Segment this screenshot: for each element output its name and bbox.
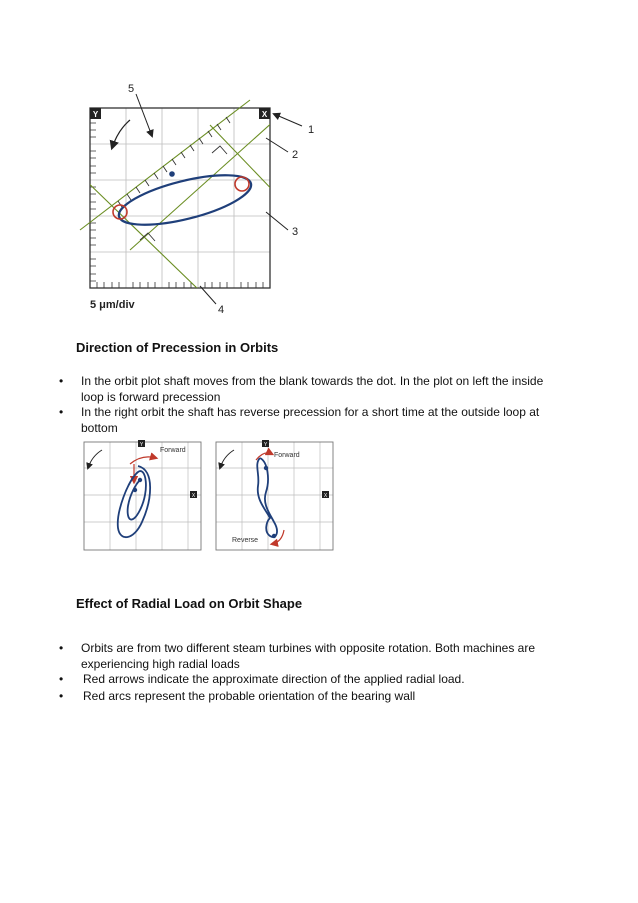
orbit-figure-1 <box>70 80 340 320</box>
bullet-text: Red arrows indicate the approximate direction of the applied radial load. <box>83 672 465 686</box>
callout-4: 4 <box>218 304 225 316</box>
section-heading-precession: Direction of Precession in Orbits <box>76 340 279 355</box>
orbit-figure-2-left <box>80 440 205 552</box>
forward-label: Forward <box>274 452 300 459</box>
plot-frame <box>90 108 270 288</box>
list-item <box>59 671 559 687</box>
forward-label: Forward <box>160 447 186 454</box>
orbit-path-left <box>118 466 150 537</box>
callout-1: 1 <box>308 124 315 136</box>
callout-5: 5 <box>128 83 135 95</box>
bullet-text: In the orbit plot shaft moves from the blank towards the dot. In the plot on left the inside loop is forward precession <box>81 374 544 404</box>
plot-grid <box>90 108 270 288</box>
bullet-marker: • <box>59 405 64 419</box>
section-heading-radial-load: Effect of Radial Load on Orbit Shape <box>76 596 303 611</box>
bullet-text: In the right orbit the shaft has reverse precession for a short time at the outside loop at bottom <box>81 405 540 435</box>
orbit-figure-2-right <box>212 440 337 552</box>
x-axis-label: X <box>323 493 328 499</box>
rotation-arrow-icon <box>88 450 102 468</box>
bullet-marker: • <box>59 641 64 655</box>
callout-3: 3 <box>292 226 299 238</box>
scale-label: 5 μm/div <box>90 299 135 311</box>
y-axis-label: Y <box>263 442 268 448</box>
ruler-ticks <box>118 117 230 207</box>
rotation-arrow-icon <box>220 450 234 468</box>
bullet-text: Red arcs represent the probable orientation of the bearing wall <box>83 689 416 703</box>
list-item <box>59 373 559 405</box>
bullet-marker: • <box>59 672 64 686</box>
reverse-label: Reverse <box>232 537 259 544</box>
bullet-marker: • <box>59 374 64 388</box>
bullet-marker: • <box>59 689 64 703</box>
y-axis-label: Y <box>139 442 144 448</box>
list-item <box>59 640 559 672</box>
diagonal-line-2 <box>130 120 275 250</box>
bullet-text: Orbits are from two different steam turbines with opposite rotation. Both machines are experiencing high radial loads <box>81 641 535 671</box>
intersect-marker-right <box>235 177 249 191</box>
x-axis-label: X <box>191 493 196 499</box>
y-axis-label: Y <box>92 110 99 119</box>
callout-2: 2 <box>292 149 299 161</box>
list-item <box>59 404 559 436</box>
x-axis-label: X <box>261 110 268 119</box>
keyphasor-dot <box>169 171 175 177</box>
list-item <box>59 688 559 704</box>
